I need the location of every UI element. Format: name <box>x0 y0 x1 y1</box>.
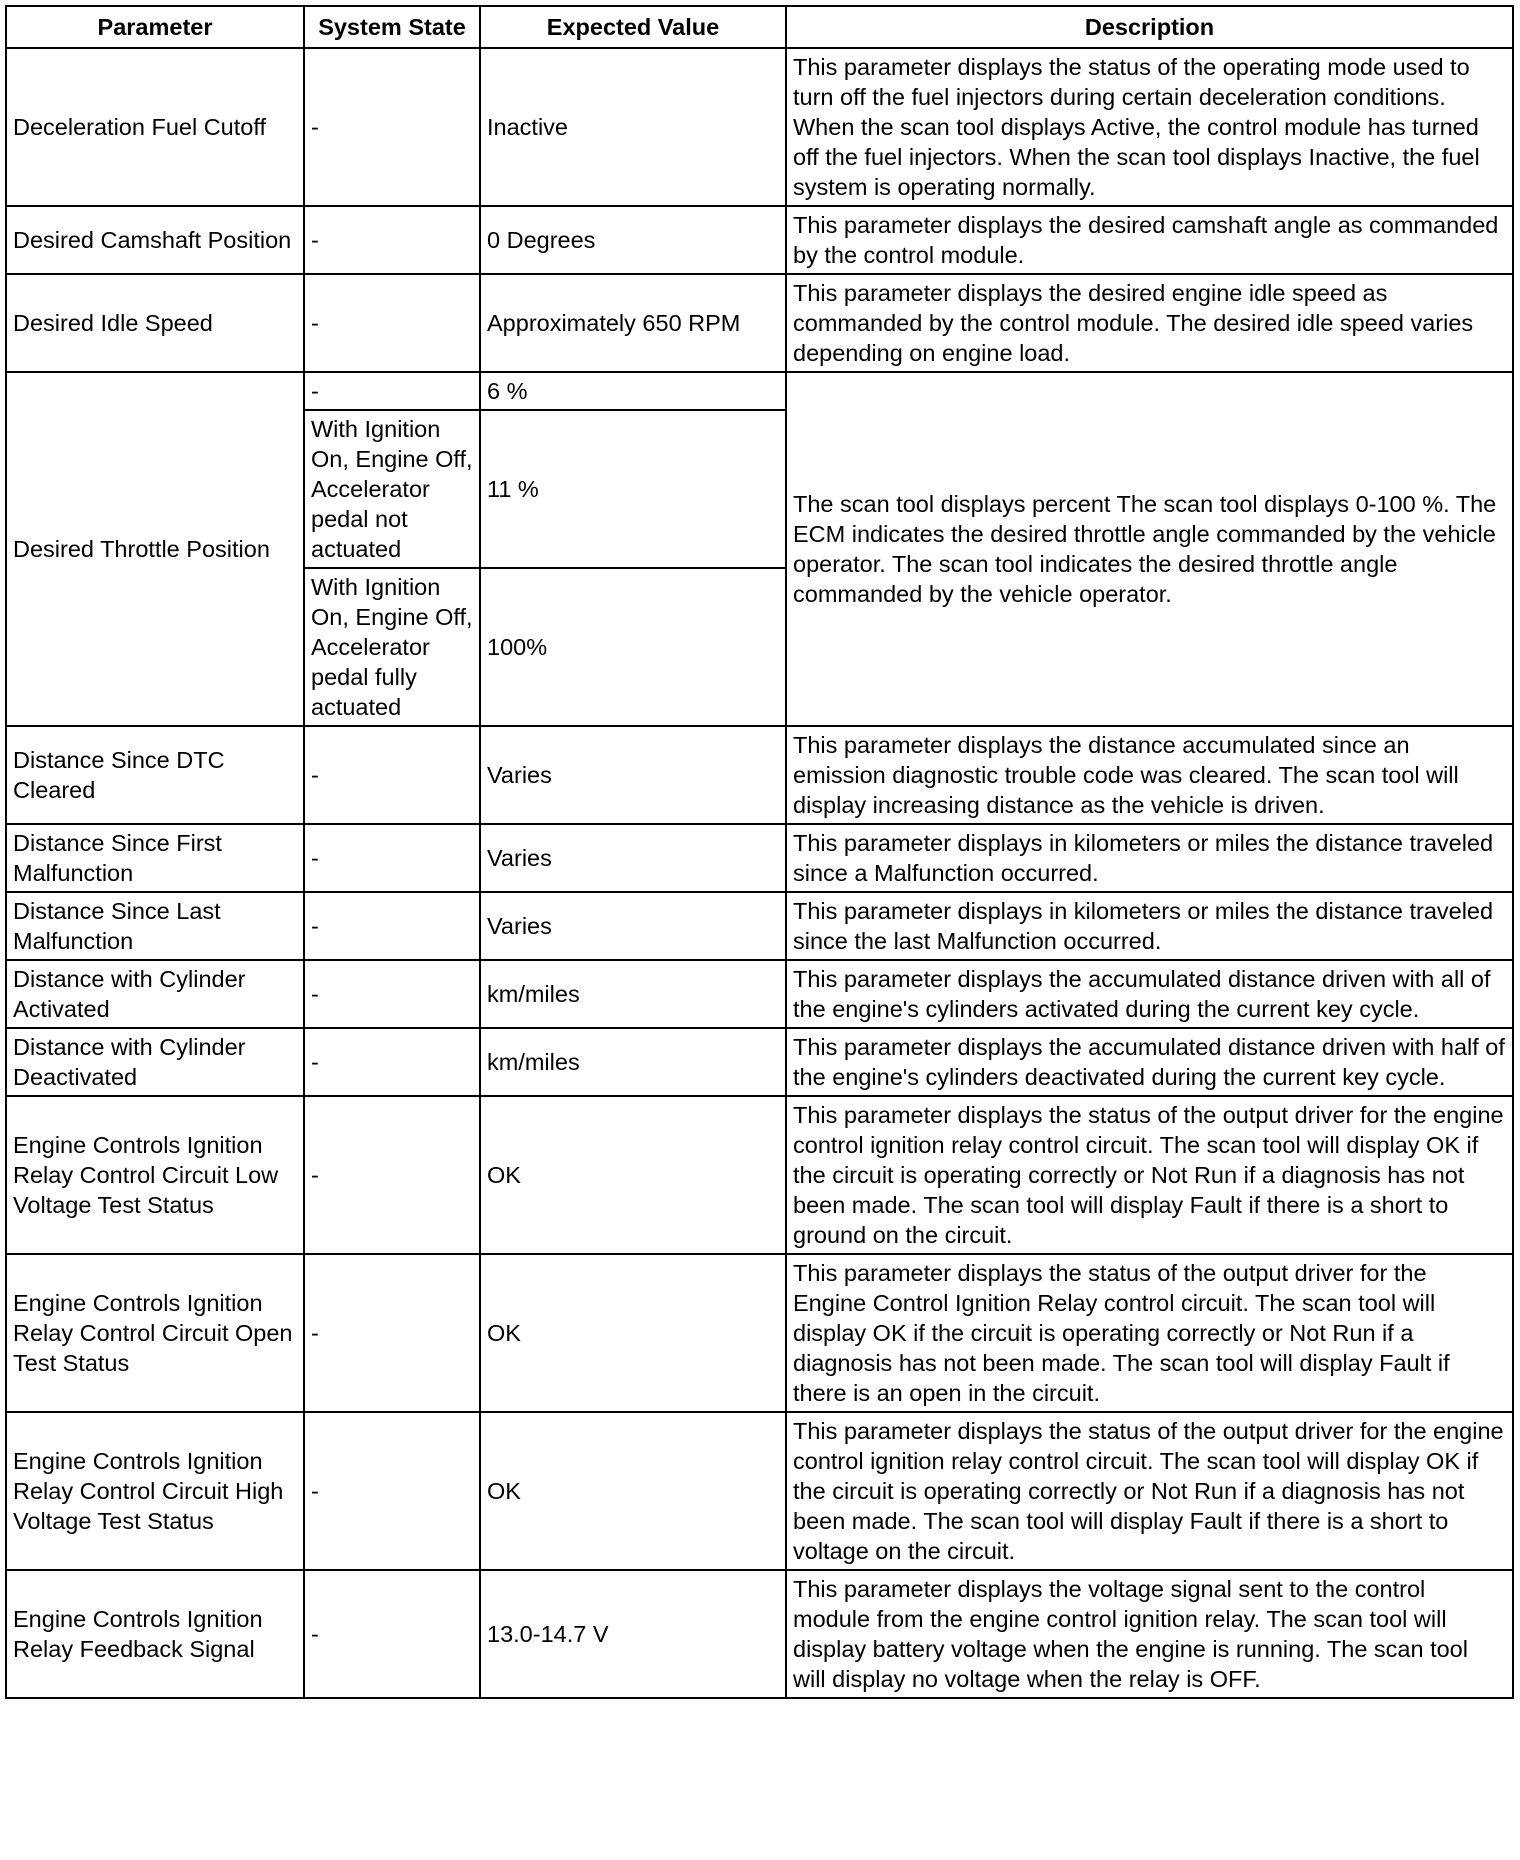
parameter-cell: Engine Controls Ignition Relay Control Circuit Low Voltage Test Status <box>6 1096 304 1254</box>
description-cell: This parameter displays the status of the output driver for the Engine Control Ignition Relay control circuit. The scan tool will display OK if the circuit is operating correctly or Not Run if a diagnosis has not been made. The scan tool will display Fault if there is an open in the circuit. <box>786 1254 1513 1412</box>
description-cell: This parameter displays the status of the output driver for the engine control ignition relay control circuit. The scan tool will display OK if the circuit is operating correctly or Not Run if a diagnosis has not been made. The scan tool will display Fault if there is a short to ground on the circuit. <box>786 1096 1513 1254</box>
system-state-cell: - <box>304 48 480 206</box>
expected-value-cell: Varies <box>480 892 786 960</box>
header-description: Description <box>786 6 1513 48</box>
parameter-cell: Distance Since First Malfunction <box>6 824 304 892</box>
table-row <box>6 960 1513 1028</box>
system-state-cell: - <box>304 892 480 960</box>
expected-value-cell: OK <box>480 1096 786 1254</box>
system-state-cell: - <box>304 206 480 274</box>
table-row <box>6 274 1513 372</box>
expected-value-cell: Varies <box>480 726 786 824</box>
parameter-cell: Engine Controls Ignition Relay Feedback Signal <box>6 1570 304 1698</box>
table-row <box>6 824 1513 892</box>
system-state-cell: - <box>304 274 480 372</box>
description-cell: This parameter displays in kilometers or miles the distance traveled since the last Malfunction occurred. <box>786 892 1513 960</box>
description-cell: This parameter displays the accumulated distance driven with all of the engine's cylinders activated during the current key cycle. <box>786 960 1513 1028</box>
table-row <box>6 1028 1513 1096</box>
expected-value-cell: km/miles <box>480 960 786 1028</box>
table-row <box>6 1412 1513 1570</box>
parameter-table <box>5 5 1514 1699</box>
table-row <box>6 726 1513 824</box>
parameter-cell: Engine Controls Ignition Relay Control Circuit Open Test Status <box>6 1254 304 1412</box>
parameter-cell: Desired Camshaft Position <box>6 206 304 274</box>
system-state-cell: - <box>304 726 480 824</box>
parameter-cell: Desired Throttle Position <box>6 372 304 726</box>
expected-value-cell: 11 % <box>480 410 786 568</box>
header-parameter: Parameter <box>6 6 304 48</box>
header-expected-value: Expected Value <box>480 6 786 48</box>
table-header-row <box>6 6 1513 48</box>
system-state-cell: With Ignition On, Engine Off, Accelerator pedal not actuated <box>304 410 480 568</box>
expected-value-cell: 13.0-14.7 V <box>480 1570 786 1698</box>
description-cell: This parameter displays the voltage signal sent to the control module from the engine control ignition relay. The scan tool will display battery voltage when the engine is running. The scan tool will display no voltage when the relay is OFF. <box>786 1570 1513 1698</box>
system-state-cell: - <box>304 372 480 410</box>
system-state-cell: - <box>304 1412 480 1570</box>
system-state-cell: - <box>304 1570 480 1698</box>
parameter-cell: Deceleration Fuel Cutoff <box>6 48 304 206</box>
expected-value-cell: 100% <box>480 568 786 726</box>
table-row <box>6 48 1513 206</box>
table-row <box>6 892 1513 960</box>
system-state-cell: - <box>304 960 480 1028</box>
description-cell: This parameter displays the desired engine idle speed as commanded by the control module. The desired idle speed varies depending on engine load. <box>786 274 1513 372</box>
table-row <box>6 1570 1513 1698</box>
system-state-cell: With Ignition On, Engine Off, Accelerator pedal fully actuated <box>304 568 480 726</box>
parameter-cell: Engine Controls Ignition Relay Control Circuit High Voltage Test Status <box>6 1412 304 1570</box>
expected-value-cell: Inactive <box>480 48 786 206</box>
system-state-cell: - <box>304 824 480 892</box>
system-state-cell: - <box>304 1096 480 1254</box>
parameter-cell: Distance Since Last Malfunction <box>6 892 304 960</box>
expected-value-cell: 0 Degrees <box>480 206 786 274</box>
description-cell: This parameter displays the distance accumulated since an emission diagnostic trouble code was cleared. The scan tool will display increasing distance as the vehicle is driven. <box>786 726 1513 824</box>
table-row <box>6 206 1513 274</box>
header-system-state: System State <box>304 6 480 48</box>
table-row <box>6 1254 1513 1412</box>
description-cell: This parameter displays the desired camshaft angle as commanded by the control module. <box>786 206 1513 274</box>
expected-value-cell: Varies <box>480 824 786 892</box>
expected-value-cell: km/miles <box>480 1028 786 1096</box>
description-cell: The scan tool displays percent The scan tool displays 0-100 %. The ECM indicates the desired throttle angle commanded by the vehicle operator. The scan tool indicates the desired throttle angle commanded by the vehicle operator. <box>786 372 1513 726</box>
parameter-cell: Distance with Cylinder Deactivated <box>6 1028 304 1096</box>
expected-value-cell: OK <box>480 1254 786 1412</box>
system-state-cell: - <box>304 1028 480 1096</box>
table-row <box>6 372 1513 410</box>
expected-value-cell: OK <box>480 1412 786 1570</box>
description-cell: This parameter displays in kilometers or miles the distance traveled since a Malfunction occurred. <box>786 824 1513 892</box>
expected-value-cell: Approximately 650 RPM <box>480 274 786 372</box>
expected-value-cell: 6 % <box>480 372 786 410</box>
system-state-cell: - <box>304 1254 480 1412</box>
parameter-cell: Distance with Cylinder Activated <box>6 960 304 1028</box>
description-cell: This parameter displays the accumulated distance driven with half of the engine's cylinders deactivated during the current key cycle. <box>786 1028 1513 1096</box>
parameter-cell: Desired Idle Speed <box>6 274 304 372</box>
parameter-cell: Distance Since DTC Cleared <box>6 726 304 824</box>
table-row <box>6 1096 1513 1254</box>
description-cell: This parameter displays the status of the operating mode used to turn off the fuel injectors during certain deceleration conditions. When the scan tool displays Active, the control module has turned off the fuel injectors. When the scan tool displays Inactive, the fuel system is operating normally. <box>786 48 1513 206</box>
description-cell: This parameter displays the status of the output driver for the engine control ignition relay control circuit. The scan tool will display OK if the circuit is operating correctly or Not Run if a diagnosis has not been made. The scan tool will display Fault if there is a short to voltage on the circuit. <box>786 1412 1513 1570</box>
